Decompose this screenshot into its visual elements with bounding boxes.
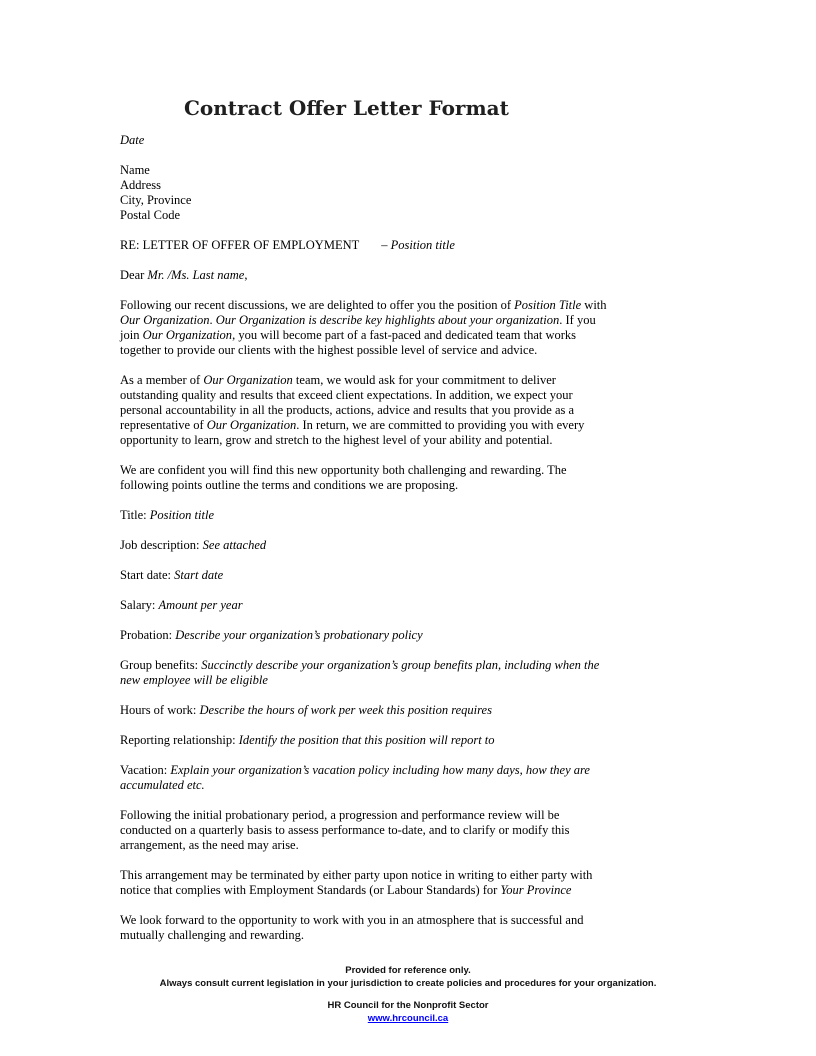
text-segment: new employee will be eligible xyxy=(120,673,268,687)
disclaimer-line-2: Always consult current legislation in your jurisdiction to create policies and procedures for your organization. xyxy=(159,978,657,989)
salutation xyxy=(120,268,720,283)
text-segment: . If you xyxy=(559,313,596,327)
term-salary xyxy=(120,598,720,613)
text-segment: representative of xyxy=(120,418,207,432)
text-line xyxy=(120,343,720,358)
text-line xyxy=(120,388,720,403)
text-segment: Position Title xyxy=(514,298,582,312)
text-line xyxy=(120,883,720,898)
term-vacation xyxy=(120,763,720,793)
text-segment: , you will become part of a fast-paced and dedicated team that works xyxy=(232,328,577,342)
text-segment: Describe your organization’s probationary policy xyxy=(175,628,423,642)
text-line xyxy=(120,913,720,928)
text-line xyxy=(120,298,720,313)
org-name: HR Council for the Nonprofit Sector xyxy=(327,1000,489,1011)
termination-paragraph xyxy=(120,868,720,898)
term-group-benefits xyxy=(120,658,720,688)
text-segment: See attached xyxy=(202,538,267,552)
text-segment: Position title xyxy=(149,508,214,522)
text-line xyxy=(120,328,720,343)
text-segment: Start date: xyxy=(120,568,175,582)
text-segment: Date xyxy=(120,133,145,147)
text-segment: Title: xyxy=(120,508,150,522)
commitment-paragraph xyxy=(120,373,720,448)
text-segment: . xyxy=(209,313,216,327)
text-segment: Postal Code xyxy=(120,208,181,222)
text-segment: join xyxy=(120,328,143,342)
text-segment: This arrangement may be terminated by either party upon notice in writing to either party with xyxy=(120,868,593,882)
term-probation xyxy=(120,628,720,643)
text-segment: following points outline the terms and conditions we are proposing. xyxy=(120,478,459,492)
text-segment: Our Organization xyxy=(206,418,297,432)
text-segment: opportunity to learn, grow and stretch to the highest level of your ability and potential. xyxy=(120,433,553,447)
confidence-paragraph xyxy=(120,463,720,493)
text-line xyxy=(120,808,720,823)
text-line xyxy=(120,418,720,433)
term-job-description xyxy=(120,538,720,553)
text-line xyxy=(120,403,720,418)
text-line xyxy=(120,568,720,583)
text-segment: As a member of xyxy=(120,373,204,387)
text-segment: together to provide our clients with the highest possible level of service and advice. xyxy=(120,343,538,357)
text-segment: Vacation: xyxy=(120,763,171,777)
footer-disclaimer xyxy=(0,964,816,990)
text-segment: Explain your organization’s vacation policy including how many days, how they are xyxy=(170,763,590,777)
date-line xyxy=(120,133,720,148)
text-segment: personal accountability in all the products, actions, advice and results that you provide as a xyxy=(120,403,575,417)
text-segment: Following the initial probationary period, a progression and performance review will be xyxy=(120,808,560,822)
text-segment: mutually challenging and rewarding. xyxy=(120,928,304,942)
text-line xyxy=(120,673,720,688)
text-line xyxy=(120,928,720,943)
re-line xyxy=(120,238,720,253)
text-segment: We look forward to the opportunity to work with you in an atmosphere that is successful and xyxy=(120,913,584,927)
text-segment: Mr. /Ms. Last name xyxy=(147,268,245,282)
text-segment: We are confident you will find this new opportunity both challenging and rewarding. The xyxy=(120,463,567,477)
text-segment: Our Organization xyxy=(203,373,293,387)
closing-paragraph xyxy=(120,913,720,943)
text-line xyxy=(120,313,720,328)
recipient-address xyxy=(120,163,720,223)
text-line xyxy=(120,823,720,838)
text-line xyxy=(120,868,720,883)
text-segment: – Position title xyxy=(381,238,455,252)
text-segment: notice that complies with Employment Standards (or Labour Standards) for xyxy=(120,883,501,897)
text-line xyxy=(120,598,720,613)
footer-org xyxy=(0,999,816,1025)
text-line xyxy=(120,238,720,253)
text-line xyxy=(120,373,720,388)
text-segment: Succinctly describe your organization’s group benefits plan, including when the xyxy=(201,658,600,672)
text-line xyxy=(120,208,720,223)
term-start-date xyxy=(120,568,720,583)
text-segment: Salary: xyxy=(120,598,159,612)
text-segment: Address xyxy=(120,178,161,192)
text-line xyxy=(120,463,720,478)
text-segment: Reporting relationship: xyxy=(120,733,239,747)
text-line xyxy=(120,163,720,178)
page-title: Contract Offer Letter Format xyxy=(184,96,509,120)
term-hours-of-work xyxy=(120,703,720,718)
text-segment: RE: LETTER OF OFFER OF EMPLOYMENT xyxy=(120,238,360,252)
text-segment: Your Province xyxy=(500,883,572,897)
text-segment: Hours of work: xyxy=(120,703,200,717)
text-line xyxy=(120,178,720,193)
text-segment: City, Province xyxy=(120,193,192,207)
text-line xyxy=(120,733,720,748)
text-line xyxy=(120,763,720,778)
text-line xyxy=(120,538,720,553)
text-line xyxy=(120,433,720,448)
footer xyxy=(0,964,816,1025)
letter-content xyxy=(120,97,720,958)
text-segment: . In return, we are committed to providing you with every xyxy=(296,418,585,432)
text-line xyxy=(120,193,720,208)
text-segment: Describe the hours of work per week this position requires xyxy=(199,703,492,717)
text-line xyxy=(120,268,720,283)
text-segment: Amount per year xyxy=(158,598,243,612)
text-segment: Our Organization is describe key highlights about your organization xyxy=(215,313,560,327)
text-line xyxy=(120,658,720,673)
website-link[interactable]: www.hrcouncil.ca xyxy=(367,1013,449,1024)
text-segment: team, we would ask for your commitment to deliver xyxy=(292,373,556,387)
text-segment: Our Organization xyxy=(142,328,233,342)
term-reporting-relationship xyxy=(120,733,720,748)
text-segment: Our Organization xyxy=(120,313,210,327)
text-segment: Start date xyxy=(174,568,224,582)
text-line xyxy=(120,478,720,493)
text-segment: Probation: xyxy=(120,628,176,642)
text-line xyxy=(120,838,720,853)
text-line xyxy=(120,628,720,643)
text-line xyxy=(120,133,720,148)
text-segment: with xyxy=(581,298,607,312)
text-segment: arrangement, as the need may arise. xyxy=(120,838,299,852)
text-segment: Identify the position that this position will report to xyxy=(238,733,495,747)
text-segment: Group benefits: xyxy=(120,658,202,672)
disclaimer-line-1: Provided for reference only. xyxy=(345,965,471,976)
text-segment: Name xyxy=(120,163,150,177)
text-segment: , xyxy=(244,268,248,282)
letter-body xyxy=(120,133,720,943)
text-line xyxy=(120,508,720,523)
text-segment: Job description: xyxy=(120,538,203,552)
text-line xyxy=(120,703,720,718)
text-line xyxy=(120,778,720,793)
text-segment: conducted on a quarterly basis to assess performance to-date, and to clarify or modify this xyxy=(120,823,570,837)
text-segment: Following our recent discussions, we are delighted to offer you the position of xyxy=(120,298,515,312)
text-segment: outstanding quality and results that exceed client expectations. In addition, we expect your xyxy=(120,388,573,402)
term-title xyxy=(120,508,720,523)
review-paragraph xyxy=(120,808,720,853)
text-segment: accumulated etc. xyxy=(120,778,205,792)
intro-paragraph xyxy=(120,298,720,358)
text-segment: Dear xyxy=(120,268,148,282)
